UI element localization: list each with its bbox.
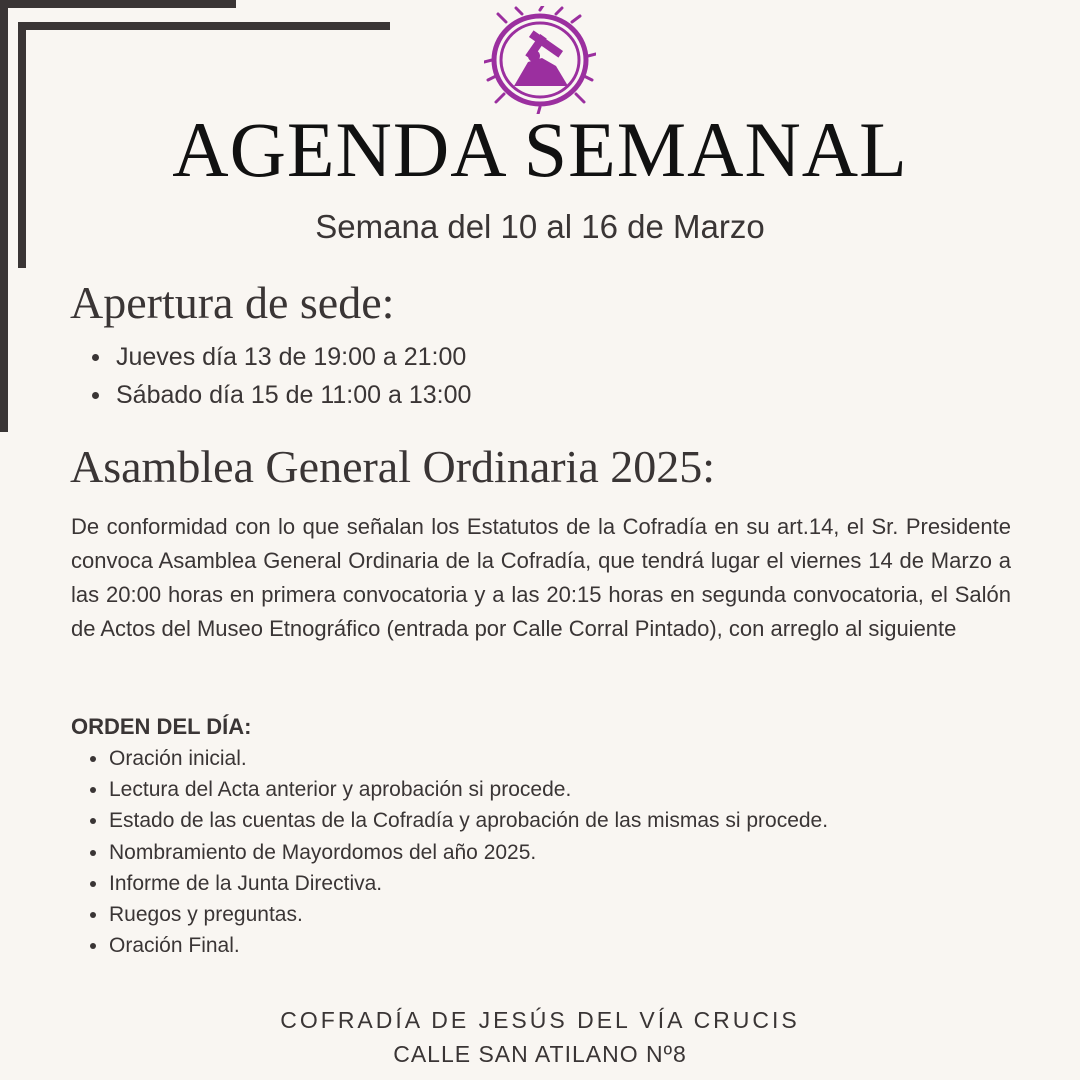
orden-label: ORDEN DEL DÍA: — [71, 714, 252, 739]
list-item: Sábado día 15 de 11:00 a 13:00 — [92, 376, 471, 414]
apertura-heading: Apertura de sede: — [70, 277, 395, 328]
asamblea-heading: Asamblea General Ordinaria 2025: — [70, 441, 716, 492]
list-item: Oración inicial. — [90, 743, 828, 774]
asamblea-paragraph: De conformidad con lo que señalan los Estatutos de la Cofradía en su art.14, el Sr. Presidente convoca Asamblea General Ordinaria de la Cofradía, que tendrá lugar el viernes 14 de Marzo a las 20:00 horas en primera convocatoria y a las 20:15 horas en segunda convocatoria, el Salón de Actos del Museo Etnográfico (entrada por Calle Corral Pintado), con arreglo al siguiente — [71, 514, 1011, 641]
list-item: Lectura del Acta anterior y aprobación si procede. — [90, 774, 828, 805]
orden-list — [90, 743, 828, 961]
page-title: AGENDA SEMANAL — [172, 106, 908, 193]
footer-address: CALLE SAN ATILANO Nº8 — [393, 1041, 687, 1067]
crown-of-thorns-emblem-icon — [484, 6, 596, 114]
week-subtitle: Semana del 10 al 16 de Marzo — [315, 208, 765, 245]
footer-organization: COFRADÍA DE JESÚS DEL VÍA CRUCIS — [280, 1007, 800, 1033]
list-item: Oración Final. — [90, 930, 828, 961]
list-item: Jueves día 13 de 19:00 a 21:00 — [92, 338, 471, 376]
list-item: Estado de las cuentas de la Cofradía y aprobación de las mismas si procede. — [90, 805, 828, 836]
apertura-list — [92, 338, 471, 414]
list-item: Ruegos y preguntas. — [90, 899, 828, 930]
list-item: Informe de la Junta Directiva. — [90, 868, 828, 899]
list-item: Nombramiento de Mayordomos del año 2025. — [90, 837, 828, 868]
